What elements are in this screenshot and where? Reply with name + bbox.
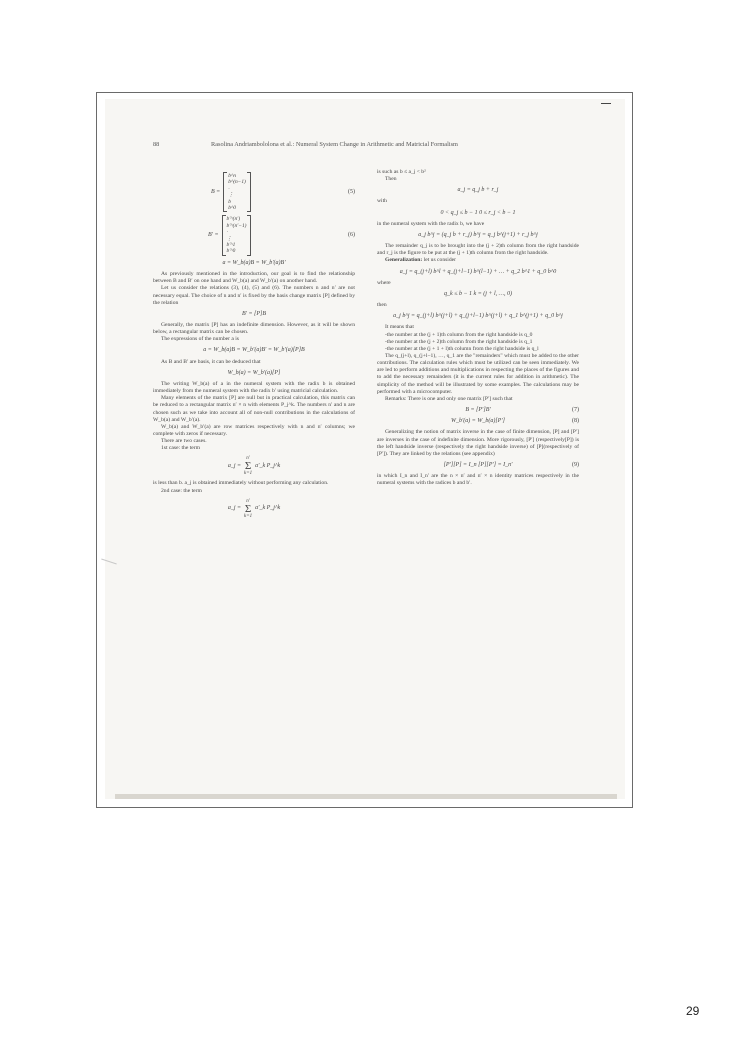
paragraph: Generalizing the notion of matrix inverse in the case of finite dimension, [P] and [P′] are inverses in the case of indefinite dimension. More rigorously, [P′] (respectively[P]) is the left handside inverse (respectively the right handside inverse) of [P](respectively of [P′]). They are linked by the relations (see appendix) [377, 429, 579, 457]
sum-equation [153, 456, 355, 476]
paragraph: then [377, 302, 387, 309]
paragraph: The q_(j+l), q_(j+l−1), …, q_1 are the "remainders" which must be added to the other contributions. The calculation rules which must be utilized can be seen immediately. We are led to perform additions and multiplications in respecting the places of the figures and to add the necessary remainders (it is the current rules for addition in arithmetic). The simplicity of the method will be illustrated by some examples. The calculations may be performed with a microcomputer. [377, 352, 579, 395]
equation-text: a_j b^j = q_(j+l) b^(j+l) + q_(j+l−1) b^(j+l) + q_1 b^(j+1) + q_0 b^j [393, 313, 563, 320]
paragraph: Many elements of the matrix [P] are null but in practical calculation, this matrix can be reduced to a rectangular matrix n′ × n with elements P_j^k. The numbers n′ and n are chosen such as we take into account all of non-null contributions in the calculations of W_b(a) and W_b′(a). [153, 395, 355, 423]
slide-page-number: 29 [686, 1004, 700, 1018]
paragraph: is less than b. a_j is obtained immediately without performing any calculation. [153, 480, 329, 487]
sum-term: a′_k P_j^k [255, 505, 281, 512]
equation [377, 462, 579, 469]
sum-upper: n′ [246, 498, 250, 504]
paragraph: There are two cases. [161, 438, 207, 445]
generalization-label: Generalization: [385, 257, 423, 264]
paragraph: The writing W_b(a) of a in the numeral system with the radix b is obtained immediately from the numeral system with the radix b′ using matricial calculation. [153, 380, 355, 395]
paragraph: It means that [385, 324, 414, 331]
matrix-element: b′^0 [226, 248, 236, 255]
equation-text: a_j b^j = (q_j b + r_j) b^j = q_j b^(j+1) + r_j b^j [418, 231, 538, 238]
matrix-element: b^(n−1) [228, 179, 246, 186]
matrix-Bp-label: B′ = [208, 232, 219, 239]
scan-corner-smudge [113, 113, 143, 121]
paragraph: in the numeral system with the radix b, we have [377, 220, 485, 227]
equation [153, 260, 355, 267]
equation [153, 347, 355, 354]
equation [377, 232, 579, 239]
matrix-element: ⋮ [228, 192, 234, 199]
generalization-text: let us consider [422, 257, 457, 264]
equation [377, 418, 579, 425]
right-column [377, 169, 579, 487]
matrix-element: b^n [228, 173, 236, 179]
sum-lhs: a_j = [227, 462, 242, 469]
equation-text: 0 < q_j ≤ b − 1 0 ≤ r_j < b − 1 [440, 209, 516, 216]
paragraph: As previously mentioned in the introduction, our goal is to find the relationship between B and B′ on one hand and W_b(a) and W_b′(a) on another hand. [153, 271, 355, 285]
equation-text: a = W_b(a)B = W_b′(a)B′ [222, 259, 286, 266]
scan-dash-mark [601, 103, 611, 104]
matrix-B-bracket [223, 172, 251, 212]
paragraph: W_b(a) and W_b′(a) are row matrices respectively with n and n′ columns; we complete with zeros if necessary. [153, 423, 355, 437]
equation [377, 269, 579, 276]
equation [377, 313, 579, 320]
sigma-icon: n′ Σ k=1 [244, 498, 253, 519]
paragraph: 2nd case: the term [161, 487, 202, 494]
matrix-element: b′^1 [226, 242, 236, 249]
equation-text: B = [P′]B′ [465, 407, 491, 414]
equation [377, 407, 579, 414]
sum-term: a′_k P_j^k [255, 462, 281, 469]
paragraph [377, 257, 579, 264]
scan-margin-mark [101, 559, 117, 565]
matrix-element: b′^(n′−1) [226, 222, 247, 229]
equation [377, 210, 579, 217]
equation-text: a_j = q_(j+l) b^l + q_(j+l−1) b^(l−1) + … + q_2 b^1 + q_0 b^0 [399, 268, 557, 275]
journal-page-number: 88 [153, 141, 160, 148]
scan-bottom-edge [115, 794, 617, 799]
equation-text: q_k ≤ b − 1 k = (j + l, …, 0) [444, 290, 512, 297]
paragraph: The expressions of the number a is [161, 336, 239, 343]
equation-number: (5) [348, 188, 355, 195]
equation-number: (9) [572, 462, 579, 468]
matrix-element: ⋮ [226, 235, 232, 242]
paragraph: 1st case: the term [161, 445, 200, 452]
equation-text: a_j = q_j b + r_j [457, 187, 499, 194]
sigma-icon: n′ Σ k=1 [244, 456, 253, 477]
equation [153, 311, 355, 318]
paragraph: The remainder q_j is to be brought into the (j + 2)th column from the right handside and r_j is the figure to be put at the (j + 1)th column from the right handside. [377, 243, 579, 257]
matrix-Bp-bracket [222, 215, 252, 255]
matrix-element: b^0 [228, 205, 236, 212]
paragraph: in which I_n and I_n′ are the n × n′ and n′ × n identity matrices respectively in the numeral systems with the radices b and b′. [377, 473, 579, 487]
matrix-element: b [228, 198, 231, 205]
paragraph: Remarks: There is one and only one matrix [P′] such that [385, 395, 513, 402]
paragraph: Then [385, 176, 397, 183]
equation-number: (7) [572, 407, 579, 414]
equation-text: W_b′(a) = W_b(a)[P′] [451, 418, 505, 425]
equation [377, 291, 579, 298]
sum-lhs: a_j = [227, 505, 242, 512]
matrix-B-prime [208, 215, 355, 255]
sum-lower: k=1 [244, 513, 253, 519]
scanned-page [105, 99, 625, 799]
matrix-element: · [228, 185, 230, 192]
matrix-element: · [226, 229, 228, 236]
left-column [153, 169, 355, 523]
paragraph: As B and B′ are basis, it can be deduced that [161, 358, 261, 365]
matrix-B [211, 172, 355, 212]
matrix-element: b′^(n′) [226, 216, 241, 223]
paragraph: -the number at the (j + 2)th column from the right handside is q_1 [385, 338, 533, 345]
equation-number: (6) [348, 232, 355, 239]
equation [377, 187, 579, 194]
sum-lower: k=1 [244, 471, 253, 477]
equation [153, 370, 355, 377]
paragraph: with [377, 198, 387, 205]
equation-number: (8) [572, 418, 579, 425]
equation-text: B′ = [P]B [241, 310, 267, 317]
paragraph: -the number at the (j + 1)th column from the right handside is q_0 [385, 331, 533, 338]
sum-equation [153, 499, 355, 519]
sum-upper: n′ [246, 456, 250, 462]
paragraph: where [377, 279, 391, 286]
paragraph: is such as b ≤ a_j < b² [377, 169, 426, 175]
matrix-B-label: B = [211, 188, 221, 195]
paragraph: -the number at the (j + 1 + l)th column from the right handside is q_l [385, 345, 539, 352]
slide-frame [96, 92, 633, 808]
equation-text: [P′][P] = I_n [P][P′] = I_n′ [443, 462, 513, 468]
paragraph: Generally, the matrix [P] has an indefinite dimension. However, as it will be shown below, a rectangular matrix can be chosen. [153, 321, 355, 336]
equation-text: a = W_b(a)B = W_b′(a)B′ = W_b′(a)[P]B [203, 347, 305, 354]
equation-text: W_b(a) = W_b′(a)[P] [227, 369, 281, 376]
paragraph: Let us consider the relations (3), (4), (5) and (6). The numbers n and n′ are not necessary equal. The choice of n and n′ is fixed by the basis change matrix [P] defined by the relation [153, 285, 355, 306]
running-title: Rasolina Andriambololona et al.: Numeral System Change in Arithmetic and Matricial Formalism [211, 141, 458, 148]
